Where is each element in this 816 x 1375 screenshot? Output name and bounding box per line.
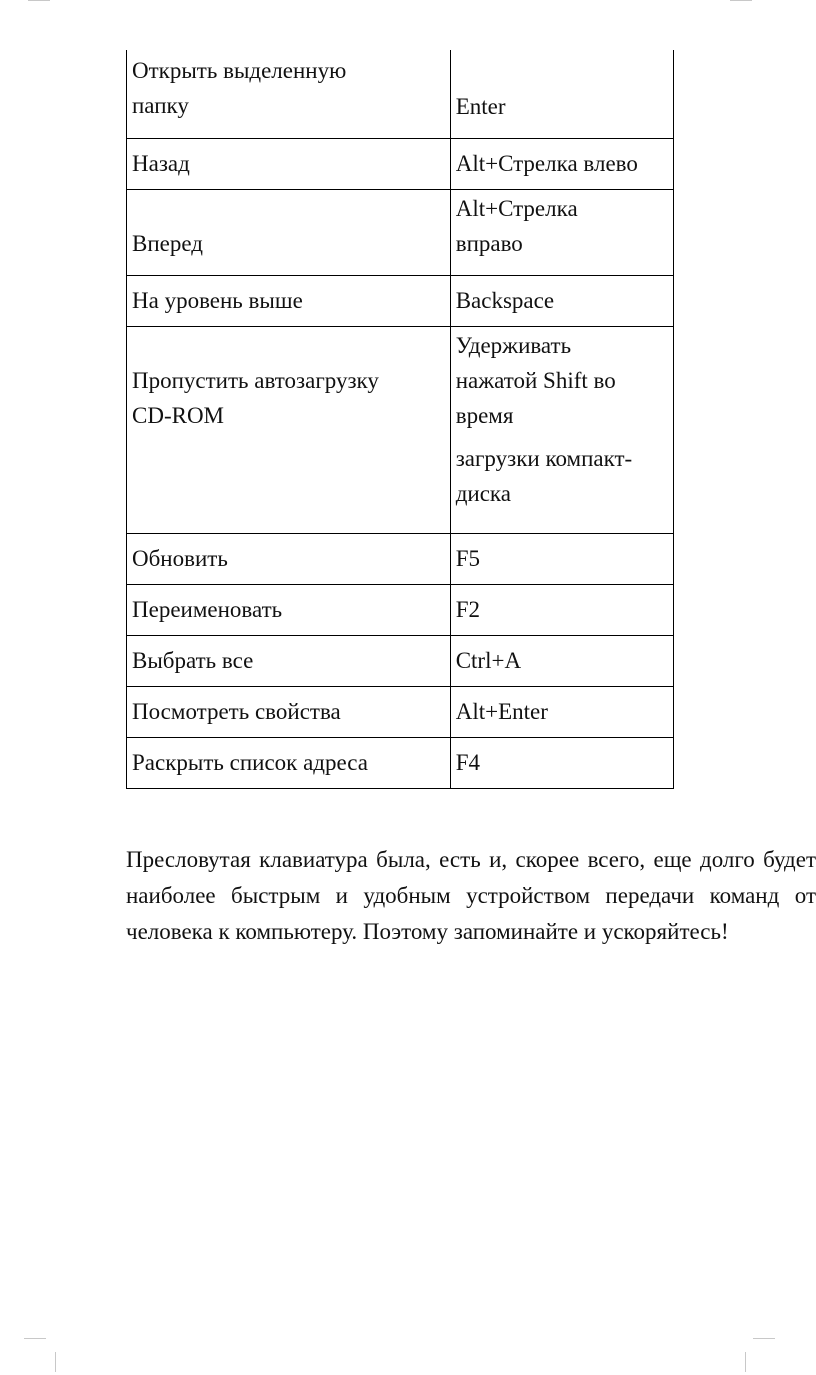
shortcut-cell bbox=[450, 50, 673, 138]
table-row bbox=[127, 686, 674, 737]
action-cell bbox=[127, 275, 451, 326]
shortcut-cell bbox=[450, 686, 673, 737]
shortcut-text: Alt+Стрелка bbox=[455, 195, 578, 221]
shortcuts-table bbox=[126, 50, 674, 789]
action-text: Посмотреть свойства bbox=[132, 699, 341, 724]
table-row bbox=[127, 275, 674, 326]
action-cell bbox=[127, 50, 451, 138]
action-text: Открыть выделенную bbox=[132, 58, 347, 83]
crop-mark bbox=[28, 0, 50, 1]
shortcut-text: Ctrl+A bbox=[455, 648, 522, 673]
shortcut-cell bbox=[450, 533, 673, 584]
crop-mark bbox=[730, 0, 752, 1]
action-text: CD-ROM bbox=[132, 402, 225, 428]
action-text: На уровень выше bbox=[132, 288, 303, 313]
shortcut-text: F2 bbox=[455, 597, 480, 622]
action-cell bbox=[127, 584, 451, 635]
shortcut-text: вправо bbox=[455, 230, 523, 256]
action-cell bbox=[127, 686, 451, 737]
shortcut-text: F4 bbox=[455, 750, 480, 775]
shortcut-cell bbox=[450, 275, 673, 326]
table-row bbox=[127, 189, 674, 275]
action-text: папку bbox=[132, 93, 189, 118]
action-text: Выбрать все bbox=[132, 648, 254, 673]
action-text: Раскрыть список адреса bbox=[132, 750, 368, 775]
shortcut-text: нажатой Shift во bbox=[455, 367, 616, 393]
action-text: Обновить bbox=[132, 546, 228, 571]
action-text: Пропустить автозагрузку bbox=[132, 367, 379, 393]
paragraph-gap bbox=[456, 433, 668, 441]
crop-mark bbox=[55, 1352, 56, 1372]
action-text: Назад bbox=[132, 151, 190, 176]
shortcut-text: Enter bbox=[455, 93, 506, 119]
action-cell bbox=[127, 326, 451, 533]
shortcut-cell bbox=[450, 584, 673, 635]
action-cell bbox=[127, 138, 451, 189]
shortcut-text: время bbox=[455, 402, 514, 428]
shortcut-text: Backspace bbox=[455, 288, 555, 313]
table-row bbox=[127, 584, 674, 635]
shortcut-cell bbox=[450, 635, 673, 686]
table-row bbox=[127, 138, 674, 189]
shortcut-cell bbox=[450, 138, 673, 189]
shortcut-cell bbox=[450, 189, 673, 275]
table-row bbox=[127, 635, 674, 686]
action-text: Вперед bbox=[132, 230, 203, 256]
table-row bbox=[127, 737, 674, 788]
shortcut-text: диска bbox=[455, 480, 511, 506]
shortcut-cell bbox=[450, 326, 673, 533]
closing-paragraph: Пресловутая клавиатура была, есть и, скорее всего, еще долго будет наиболее быстрым и удобным устройством передачи команд от человека к компьютеру. Поэтому запоминайте и ускоряйтесь! bbox=[126, 847, 816, 944]
table-row bbox=[127, 50, 674, 138]
shortcut-text: F5 bbox=[455, 546, 480, 571]
shortcut-text: Alt+Стрелка влево bbox=[455, 151, 638, 176]
action-text: Переименовать bbox=[132, 597, 283, 622]
crop-mark bbox=[753, 1338, 775, 1339]
action-cell bbox=[127, 737, 451, 788]
shortcut-cell bbox=[450, 737, 673, 788]
shortcut-text: загрузки компакт- bbox=[455, 445, 633, 471]
action-cell bbox=[127, 635, 451, 686]
action-cell bbox=[127, 189, 451, 275]
crop-mark bbox=[24, 1338, 46, 1339]
crop-mark bbox=[745, 1352, 746, 1372]
action-cell bbox=[127, 533, 451, 584]
shortcut-text: Удерживать bbox=[455, 332, 572, 358]
shortcut-text: Alt+Enter bbox=[455, 699, 548, 724]
table-row bbox=[127, 326, 674, 533]
table-row bbox=[127, 533, 674, 584]
